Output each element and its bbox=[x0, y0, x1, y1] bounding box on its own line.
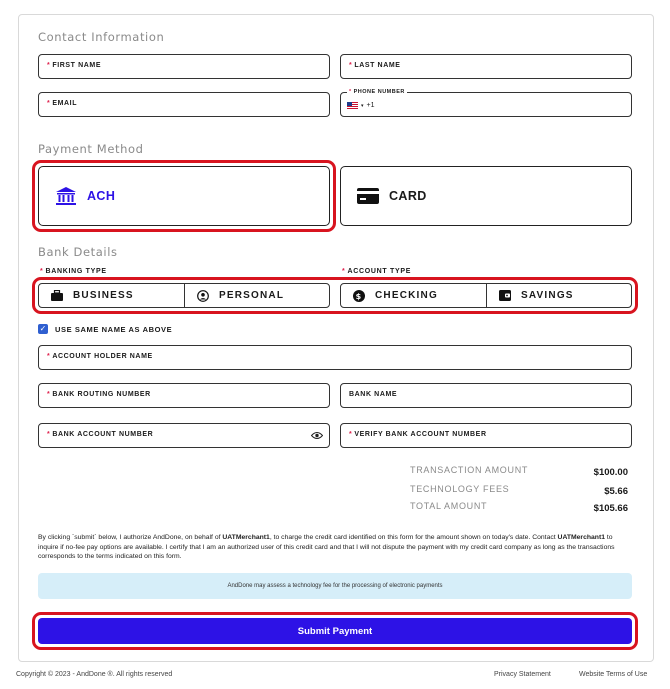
first-name-label: FIRST NAME bbox=[52, 62, 102, 69]
eye-icon[interactable] bbox=[311, 431, 323, 440]
merchant-name-contact: UATMerchant1 bbox=[557, 534, 605, 541]
ach-option[interactable] bbox=[38, 166, 330, 226]
technology-fees-label: TECHNOLOGY FEES bbox=[410, 484, 510, 494]
wallet-icon bbox=[499, 290, 511, 301]
account-type-label: * ACCOUNT TYPE bbox=[342, 268, 412, 275]
us-flag-icon[interactable] bbox=[347, 102, 358, 109]
verify-account-number-field[interactable]: * VERIFY BANK ACCOUNT NUMBER bbox=[340, 423, 632, 448]
account-number-label: BANK ACCOUNT NUMBER bbox=[52, 431, 154, 438]
email-label: EMAIL bbox=[52, 100, 78, 107]
business-label: BUSINESS bbox=[73, 290, 134, 301]
credit-card-icon bbox=[357, 188, 379, 204]
bank-name-label: BANK NAME bbox=[349, 391, 398, 398]
chevron-down-icon[interactable]: ▾ bbox=[361, 102, 364, 109]
first-name-field[interactable]: * FIRST NAME bbox=[38, 54, 330, 79]
same-name-label: USE SAME NAME AS ABOVE bbox=[55, 325, 173, 334]
authorization-disclaimer: By clicking `submit` below, I authorize AndDone, on behalf of UATMerchant1, to charge the credit card identified on this form for the amount shown on today's date. Contact UATMerchant1 to inquire if no-fee pay options are available. I certify that I am an authorized user of this credit card and that I will not dispute the payment with my credit card company as long as the transactions corresponds to the terms indicated on this form. bbox=[38, 534, 615, 560]
dollar-circle-icon bbox=[353, 290, 365, 302]
personal-label: PERSONAL bbox=[219, 290, 285, 301]
total-amount-label: TOTAL AMOUNT bbox=[410, 501, 488, 511]
briefcase-icon bbox=[51, 290, 63, 301]
account-number-field[interactable]: * BANK ACCOUNT NUMBER bbox=[38, 423, 330, 448]
card-option[interactable] bbox=[340, 166, 632, 226]
fee-notice: AndDone may assess a technology fee for the processing of electronic payments bbox=[38, 573, 632, 599]
phone-number-field[interactable]: * PHONE NUMBER ▾ +1 bbox=[340, 92, 632, 117]
card-label: CARD bbox=[389, 189, 427, 203]
same-name-checkbox[interactable] bbox=[38, 324, 48, 334]
transaction-amount-value: $100.00 bbox=[593, 467, 628, 478]
merchant-name: UATMerchant1 bbox=[222, 534, 270, 541]
savings-option[interactable] bbox=[486, 283, 632, 308]
account-holder-name-field[interactable]: * ACCOUNT HOLDER NAME bbox=[38, 345, 632, 370]
submit-payment-button[interactable]: Submit Payment bbox=[38, 618, 632, 644]
last-name-field[interactable]: * LAST NAME bbox=[340, 54, 632, 79]
phone-country-code: +1 bbox=[366, 102, 375, 109]
verify-account-label: VERIFY BANK ACCOUNT NUMBER bbox=[354, 431, 487, 438]
ach-label: ACH bbox=[87, 189, 116, 203]
svg-text:$: $ bbox=[355, 291, 363, 301]
account-holder-label: ACCOUNT HOLDER NAME bbox=[52, 353, 153, 360]
technology-fees-value: $5.66 bbox=[604, 486, 628, 497]
checking-option[interactable] bbox=[340, 283, 487, 308]
bank-details-title: Bank Details bbox=[38, 245, 118, 259]
bank-name-field[interactable] bbox=[340, 383, 632, 408]
bank-building-icon bbox=[55, 186, 77, 206]
terms-of-use-link[interactable]: Website Terms of Use bbox=[579, 671, 648, 678]
savings-label: SAVINGS bbox=[521, 290, 574, 301]
phone-number-label: PHONE NUMBER bbox=[353, 89, 405, 95]
personal-option[interactable] bbox=[184, 283, 330, 308]
contact-section-title: Contact Information bbox=[38, 30, 165, 44]
total-amount-value: $105.66 bbox=[593, 503, 628, 514]
copyright-text: Copyright © 2023 - AndDone ®. All rights reserved bbox=[16, 671, 173, 678]
banking-type-label: * BANKING TYPE bbox=[40, 268, 107, 275]
privacy-statement-link[interactable]: Privacy Statement bbox=[494, 671, 551, 678]
checking-label: CHECKING bbox=[375, 290, 438, 301]
payment-method-title: Payment Method bbox=[38, 142, 144, 156]
transaction-amount-label: TRANSACTION AMOUNT bbox=[410, 465, 529, 475]
checkmark-icon: ✓ bbox=[39, 324, 47, 333]
routing-number-field[interactable]: * BANK ROUTING NUMBER bbox=[38, 383, 330, 408]
email-field[interactable]: * EMAIL bbox=[38, 92, 330, 117]
user-circle-icon bbox=[197, 290, 209, 302]
business-option[interactable] bbox=[38, 283, 185, 308]
routing-number-label: BANK ROUTING NUMBER bbox=[52, 391, 151, 398]
last-name-label: LAST NAME bbox=[354, 62, 401, 69]
